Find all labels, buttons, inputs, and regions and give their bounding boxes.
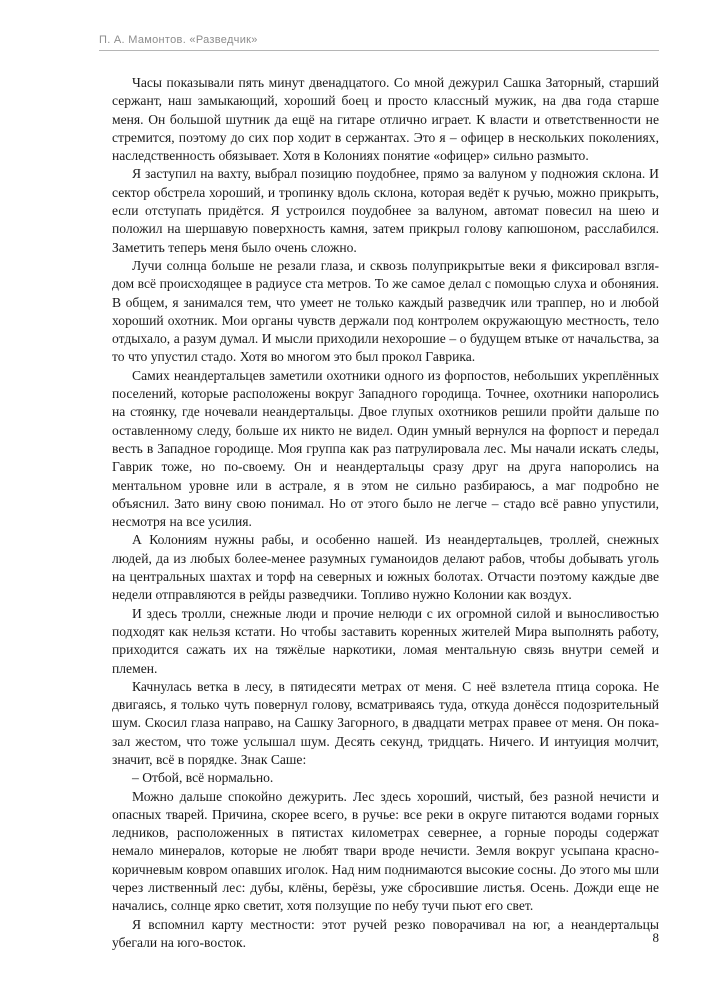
paragraph-3: Лучи солнца больше не резали глаза, и сквозь полуприкрытые веки я фиксировал взглядом всё происходящее в радиусе ста метров. То же самое делал с помощью слуха и обоняния. В общем, я занимался тем, что умеет не только каждый разведчик или траппер, но и любой хороший охотник. Мои органы чувств держали под контролем окружающую местность, тело отдыхало, а разум думал. И мысли приходили нехорошие – о будущем втыке от начальства, за то что упустил стадо. Хотя во многом это был прокол Гаврика. [112, 257, 659, 365]
body-text [112, 74, 659, 952]
paragraph-5: А Колониям нужны рабы, и особенно нашей. Из неандертальцев, троллей, снежных людей, да из любых более-менее разумных гуманоидов делают рабов, чтобы добывать уголь на центральных шахтах и торф на северных и южных болотах. Отчасти поэтому каждые две недели отправляются в рейды разведчики. Топливо нужно Колонии как воздух. [112, 532, 659, 603]
paragraph-1: Часы показывали пять минут двенадцатого. Со мной дежурил Сашка Заторный, старший сержант, наш замыкающий, хороший боец и просто классный мужик, на два года старше меня. Он большой шутник да ещё на гитаре отлично играет. К власти и ответственности не стремится, поэтому до сих пор ходит в сержантах. Это я – офицер в нескольких поколениях, наследственность обязывает. Хотя в Колониях понятие «офицер» сильно размыто. [112, 75, 659, 164]
paragraph-10: Я вспомнил карту местности: этот ручей резко поворачивал на юг, а неандертальцы убегали на юго-восток. [112, 916, 659, 950]
running-header: П. А. Мамонтов. «Разведчик» [99, 34, 258, 46]
paragraph-4: Самих неандертальцев заметили охотники одного из форпостов, небольших укреплённых поселений, которые расположены вокруг Западного городища. Точнее, охотники напоролись на стоянку, где ночевали неандертальцы. Двое глупых охотников решили пройти дальше по оставленному следу, больше их никто не видел. Один умный вернулся на форпост и передал весть в Западное городище. Моя группа как раз патрулировала лес. Мы начали искать следы, Гаврик тоже, но по-своему. Он и неандертальцы сразу друг на друга напоролись на ментальном уровне или в астрале, я в этом не сильно разбираюсь, а маг подробно не объяснил. Зато вину свою понимал. Но от этого было не легче – стадо всё равно упустили, несмотря на все усилия. [112, 367, 659, 530]
paragraph-7: Качнулась ветка в лесу, в пятидесяти метрах от меня. С неё взлетела птица сорока. Не двигаясь, я только чуть повернул голову, всматриваясь туда, откуда донёсся подозрительный шум. Скосил глаза направо, на Сашку Загорного, в двадцати метрах правее от меня. Он показал жестом, что тоже услышал шум. Десять секунд, тридцать. Ничего. И интуиция молчит, значит, всё в порядке. Знак Саше: [112, 678, 659, 767]
paragraph-6: И здесь тролли, снежные люди и прочие нелюди с их огромной силой и выносливостью подходят как нельзя кстати. Но чтобы заставить коренных жителей Мира выполнять работу, приходится сажать их на тяжёлые наркотики, ломая ментальную связь внутри семей и племен. [112, 605, 659, 676]
page-number: 8 [652, 930, 659, 945]
paragraph-9: Можно дальше спокойно дежурить. Лес здесь хороший, чистый, без разной нечисти и опасных тварей. Причина, скорее всего, в ручье: все реки в округе питаются водами горных ледников, расположенных в пятистах километрах севернее, а горные породы содержат немало минералов, которые не любят твари вроде нечисти. Земля вокруг усыпана краснокоричневым ковром опавших иголок. Над ним поднимаются высокие сосны. До этого мы шли через лиственный лес: дубы, клёны, берёзы, уже сбросившие листья. Осень. Дожди еще не начались, солнце ярко светит, хотя ползущие по небу тучи пьют его свет. [112, 788, 659, 914]
paragraph-8: – Отбой, всё нормально. [132, 770, 274, 786]
paragraph-2: Я заступил на вахту, выбрал позицию поудобнее, прямо за валуном у подножия склона. И сектор обстрела хороший, и тропинку вдоль склона, которая ведёт к ручью, можно прикрыть, если отступать придётся. Я устроился поудобнее за валуном, автомат повесил на шею и положил на шершавую поверхность камня, затем прикрыл голову капюшоном, расслaбился. Заметить теперь меня было очень сложно. [112, 166, 659, 255]
header-divider [99, 50, 659, 51]
